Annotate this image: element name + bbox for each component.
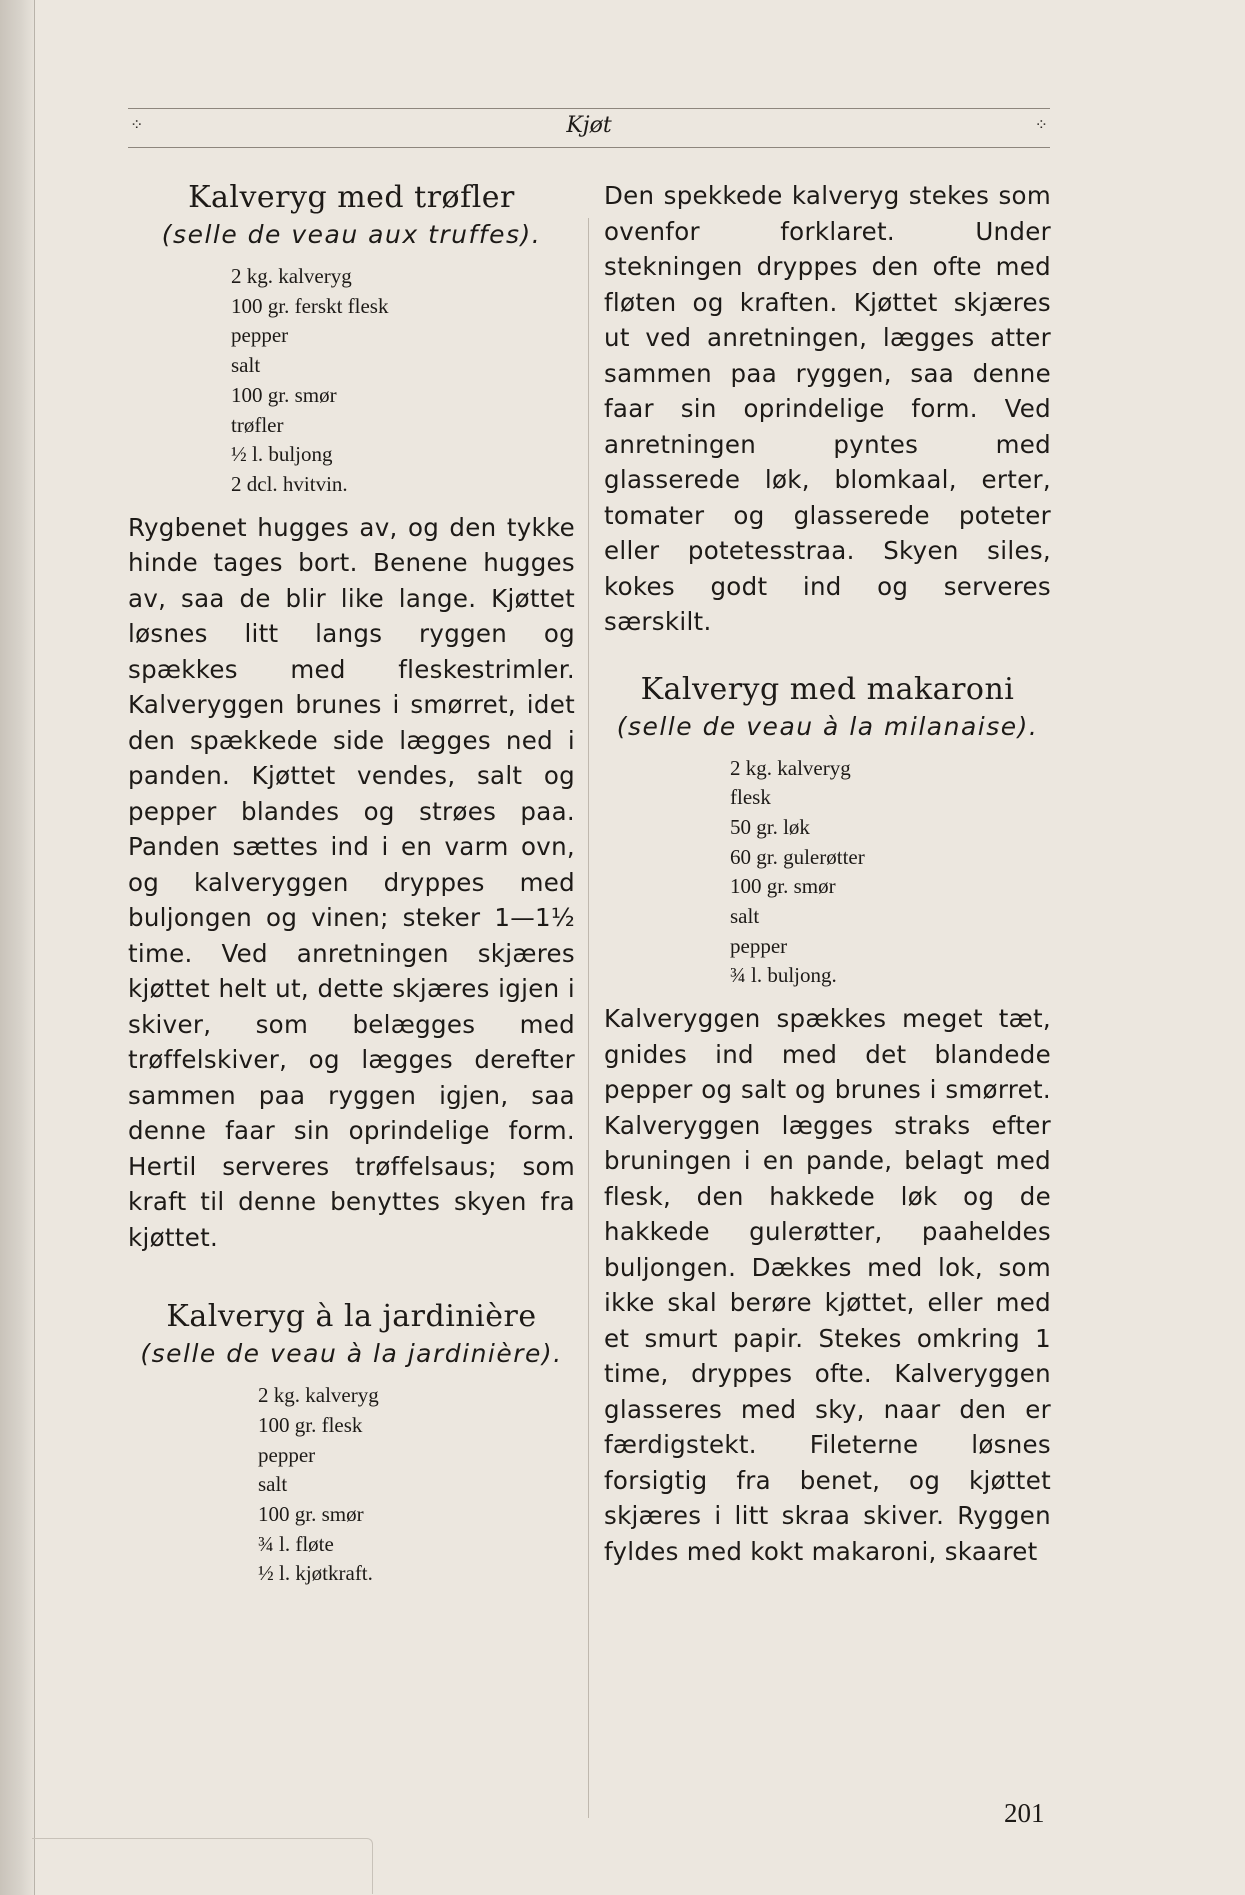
ingredient: ½ l. kjøtkraft. [258, 1561, 373, 1586]
ingredient: 2 dcl. hvitvin. [231, 471, 348, 496]
recipe-text: Rygbenet hugges av, og den tykke hinde tages bort. Benene hugges av, saa de blir like lange. Kjøttet løsnes litt langs ryggen og spækkes med fleskestrimler. Kalveryggen brunes i smørret, idet den spækkede side lægges ned i panden. Kjøttet vendes, salt og pepper blandes og strøes paa. Panden sættes ind i en varm ovn, og kalveryggen dryppes med buljongen og vinen; steker 1—1½ time. Ved anretningen skjæres kjøttet helt ut, dette skjæres igjen i skiver, som belægges med trøffelskiver, og lægges derefter sammen paa ryggen igjen, saa denne faar sin oprindelige form. Hertil serveres trøffelsaus; som kraft til denne benyttes skyen fra kjøttet. [128, 512, 575, 1252]
left-column [128, 178, 575, 1599]
page-edge-tab [32, 1838, 373, 1894]
ingredient: ¾ l. fløte [258, 1531, 334, 1556]
ingredient: 100 gr. smør [258, 1501, 364, 1526]
ingredient: pepper [730, 933, 788, 958]
recipe-text: Kalveryggen spækkes meget tæt, gnides ind med det blandede pepper og salt og brunes i smørret. Kalveryggen lægges straks efter bruningen i en pande, belagt med flesk, den hakkede løk og de hakkede gulerøtter, paaheldes buljongen. Dækkes med lok, som ikke skal berøre kjøttet, eller med et smurt papir. Stekes omkring 1 time, dryppes ofte. Kalveryggen glasseres med sky, naar den er færdigstekt. Fileterne løsnes forsigtig fra benet, og kjøttet skjæres i litt skraa skiver. Ryggen fyldes med kokt makaroni, skaaret [604, 1004, 1051, 1566]
ingredient: 100 gr. ferskt flesk [231, 293, 389, 318]
recipe-text-continued: Den spekkede kalveryg stekes som ovenfor forklaret. Under stekningen dryppes den ofte med fløten og kraften. Kjøttet skjæres ut ved anretningen, lægges atter sammen paa ryggen, saa denne faar sin oprindelige form. Ved anretningen pyntes med glasserede løk, blomkaal, erter, tomater og glasserede poteter eller potetesstraa. Skyen siles, kokes godt ind og serveres særskilt. [604, 181, 1051, 636]
page-number: 201 [1004, 1798, 1045, 1828]
ornament-left-icon: ⁘ [130, 115, 144, 134]
ingredient: ¾ l. buljong. [730, 963, 837, 988]
recipe-subtitle: (selle de veau à la jardinière). [140, 1339, 563, 1369]
ingredient: flesk [730, 785, 771, 810]
ingredient: 100 gr. smør [730, 874, 836, 899]
recipe-title: Kalveryg med makaroni [640, 671, 1015, 707]
ingredient-list [128, 262, 575, 500]
ingredient: pepper [231, 323, 289, 348]
column-divider [588, 218, 589, 1818]
ingredient: 2 kg. kalveryg [231, 264, 352, 288]
book-page [128, 108, 1051, 1828]
ingredient: salt [231, 353, 261, 378]
recipe-title: Kalveryg à la jardinière [166, 1299, 537, 1335]
ingredient: salt [258, 1472, 288, 1497]
right-column [604, 178, 1051, 1569]
recipe-subtitle: (selle de veau aux truffes). [161, 220, 542, 249]
ingredient: pepper [258, 1442, 316, 1467]
recipe-title: Kalveryg med trøfler [188, 180, 515, 215]
recipe-subtitle: (selle de veau à la milanaise). [616, 711, 1039, 741]
ingredient: ½ l. buljong [231, 442, 333, 467]
ingredient: 100 gr. smør [231, 382, 337, 407]
book-spine-edge [0, 0, 35, 1895]
ingredient: 2 kg. kalveryg [258, 1383, 379, 1408]
ingredient: 2 kg. kalveryg [730, 755, 851, 780]
running-header [128, 108, 1050, 148]
ingredient-list [604, 754, 1051, 992]
ingredient-list [128, 1381, 575, 1589]
ingredient: 50 gr. løk [730, 814, 810, 839]
ingredient: salt [730, 904, 760, 929]
ingredient: trøfler [231, 412, 284, 437]
running-title: Kjøt [566, 113, 612, 138]
ingredient: 60 gr. gulerøtter [730, 844, 865, 869]
ornament-right-icon: ⁘ [1034, 115, 1048, 134]
ingredient: 100 gr. flesk [258, 1412, 363, 1437]
